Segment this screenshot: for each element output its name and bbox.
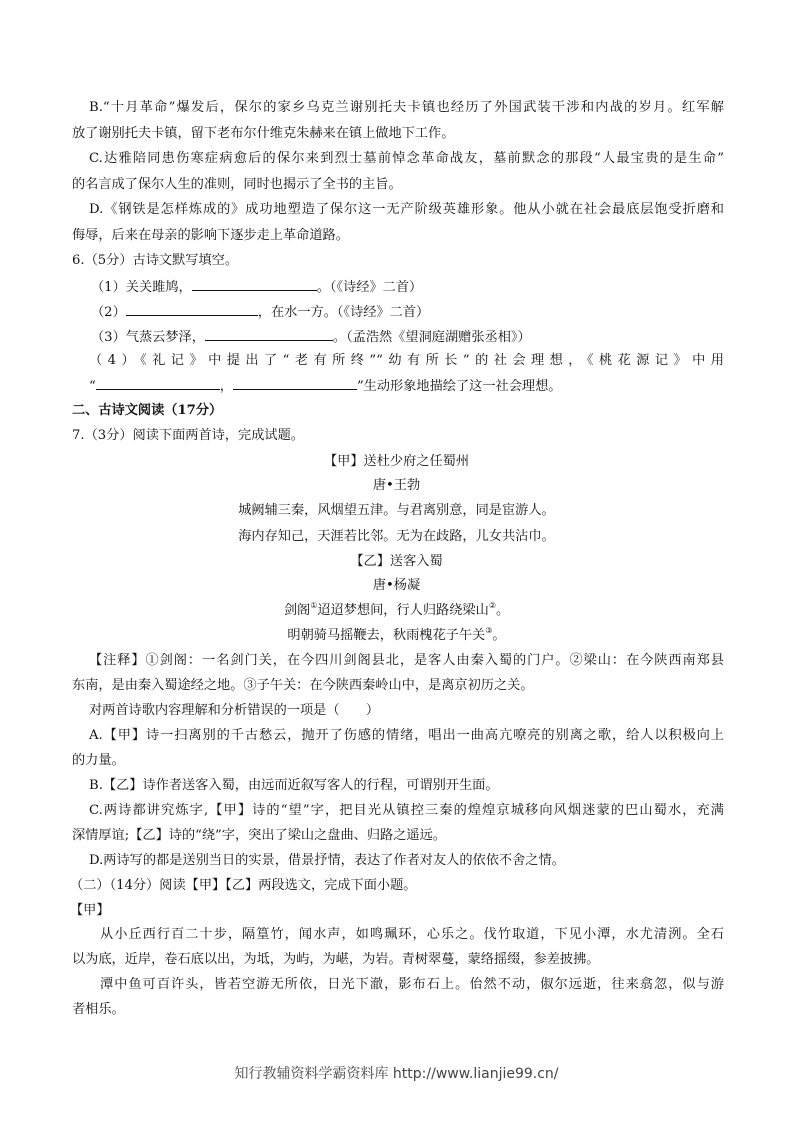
passage-jia-label: 【甲】 — [70, 903, 110, 918]
comma: ， — [219, 379, 233, 394]
q6-item-3-prefix: （3）气蒸云梦泽， — [91, 330, 205, 345]
q7-option-b[interactable]: B.【乙】诗作者送客入蜀，由远而近叙写客人的行程，可谓别开生面。 — [89, 778, 499, 793]
q6-item-2-suffix: ，在水一方。（《诗经》二首） — [257, 305, 430, 320]
q6-item-1-prefix: （1）关关雎鸠， — [91, 280, 192, 295]
open-quote: “ — [89, 379, 96, 394]
poem-text: 。 — [495, 603, 510, 618]
q6-item-2 — [91, 302, 429, 322]
q7-option-d[interactable]: D.两诗写的都是送别当日的实景，借景抒情，表达了作者对友人的依依不舍之情。 — [89, 853, 565, 868]
poem-jia-title: 【甲】送杜少府之任蜀州 — [323, 454, 470, 469]
q5-option-c-line2: 的名言成了保尔人生的准则，同时也揭示了全书的主旨。 — [72, 177, 402, 192]
q7-option-a-line2: 的力量。 — [72, 753, 125, 768]
passage-jia-para2-line1: 潭中鱼可百许头，皆若空游无所依，日光下澈，影布石上。佁然不动，俶尔远逝，往来翕忽，似与游 — [100, 977, 724, 992]
poem-yi-line1 — [0, 602, 793, 620]
poem-yi-title: 【乙】送客入蜀 — [350, 554, 443, 569]
footnote-marker: ② — [488, 601, 496, 610]
poem-jia-line2: 海内存知己，天涯若比邻。无为在歧路，儿女共沾巾。 — [238, 529, 555, 544]
passage-jia-para1-line2: 以为底，近岸，卷石底以出，为坻，为屿，为嵁，为岩。青树翠蔓，蒙络摇缀，参差披拂。 — [72, 952, 600, 967]
q5-option-d-line2: 侮辱，后来在母亲的影响下逐步走上革命道路。 — [72, 228, 349, 243]
answer-blank[interactable] — [192, 277, 317, 291]
footnote-marker: ① — [310, 601, 318, 610]
q7-note-line1: 【注释】①剑阁：一名剑门关，在今四川剑阁县北，是客人由秦入蜀的门户。②梁山：在今陕西南郑县 — [89, 653, 724, 668]
q7-question: 对两首诗歌内容理解和分析错误的一项是（ ） — [89, 703, 380, 718]
poem-jia-line1: 城阙辅三秦，风烟望五津。与君离别意，同是宦游人。 — [238, 503, 555, 518]
q7-note-line2: 东南，是由秦入蜀途经之地。③子午关：在今陕西秦岭山中，是离京初历之关。 — [72, 678, 534, 693]
part2-heading: （二）（14分）阅读【甲】【乙】两段选文，完成下面小题。 — [70, 878, 417, 893]
q7-option-c-line1[interactable]: C.两诗都讲究炼字,【甲】诗的“望”字，把目光从镇控三秦的煌煌京城移向风烟迷蒙的巴山蜀水，充满 — [89, 803, 724, 818]
page-footer: 知行教辅资料学霸资料库 http://www.lianjie99.cn/ — [234, 1066, 559, 1082]
q7-heading: 7.（3分）阅读下面两首诗，完成试题。 — [72, 428, 304, 443]
q6-item-1-suffix: 。（《诗经》二首） — [316, 280, 423, 295]
answer-blank[interactable] — [205, 327, 333, 341]
poem-yi-author: 唐•杨凝 — [372, 578, 421, 593]
poem-text: 明朝骑马摇鞭去，秋雨槐花子午关 — [287, 628, 486, 643]
answer-blank[interactable] — [233, 376, 357, 390]
q5-option-b-line1: B.“十月革命”爆发后，保尔的家乡乌克兰谢别托夫卡镇也经历了外国武装干涉和内战的岁月。红军解 — [89, 100, 724, 115]
q6-item-1 — [91, 277, 422, 297]
q6-item-4-suffix: ”生动形象地描绘了这一社会理想。 — [356, 379, 562, 394]
passage-jia-para1-line1: 从小丘西行百二十步，隔篁竹，闻水声，如鸣珮环，心乐之。伐竹取道，下见小潭，水尤清洌。全石 — [100, 927, 724, 942]
q6-item-2-prefix: （2） — [91, 305, 126, 320]
passage-jia-para2-line2: 者相乐。 — [72, 1002, 125, 1017]
q5-option-c-line1: C.达雅陪同患伤寒症病愈后的保尔来到烈士墓前悼念革命战友，墓前默念的那段“人最宝贵的是生命” — [89, 151, 724, 166]
q6-item-3-suffix: 。（孟浩然《望洞庭湖赠张丞相》） — [332, 330, 531, 345]
q6-heading: 6.（5分）古诗文默写填空。 — [72, 253, 239, 268]
answer-blank[interactable] — [126, 302, 258, 316]
q7-option-c-line2: 深情厚谊;【乙】诗的“绕”字，突出了梁山之盘曲、归路之遥远。 — [72, 828, 446, 843]
poem-text: 。 — [492, 628, 506, 643]
poem-text: 迢迢梦想间，行人归路绕梁山 — [317, 603, 489, 618]
poem-jia-author: 唐•王勃 — [372, 478, 421, 493]
q6-item-4: （4）《礼记》中提出了“老有所终”“幼有所长”的社会理想，《桃花源记》中用 — [89, 353, 724, 368]
answer-blank[interactable] — [96, 376, 220, 390]
q5-option-d-line1: D.《钢铁是怎样炼成的》成功地塑造了保尔这一无产阶级英雄形象。他从小就在社会最底层饱受折磨和 — [89, 202, 724, 217]
q5-option-b-line2: 放了谢别托夫卡镇，留下老布尔什维克朱赫来在镇上做地下工作。 — [72, 126, 455, 141]
section-heading: 二、古诗文阅读（17分） — [72, 403, 223, 418]
q7-option-a-line1[interactable]: A.【甲】诗一扫离别的千古愁云，抛开了伤感的情绪，唱出一曲高亢嘹亮的别离之歌，给人以积极向上 — [89, 728, 724, 743]
q6-item-4-blanks — [89, 376, 562, 396]
poem-text: 剑阁 — [283, 603, 311, 618]
poem-yi-line2 — [0, 627, 793, 645]
footnote-marker: ③ — [485, 626, 493, 635]
q6-item-3 — [91, 327, 531, 347]
